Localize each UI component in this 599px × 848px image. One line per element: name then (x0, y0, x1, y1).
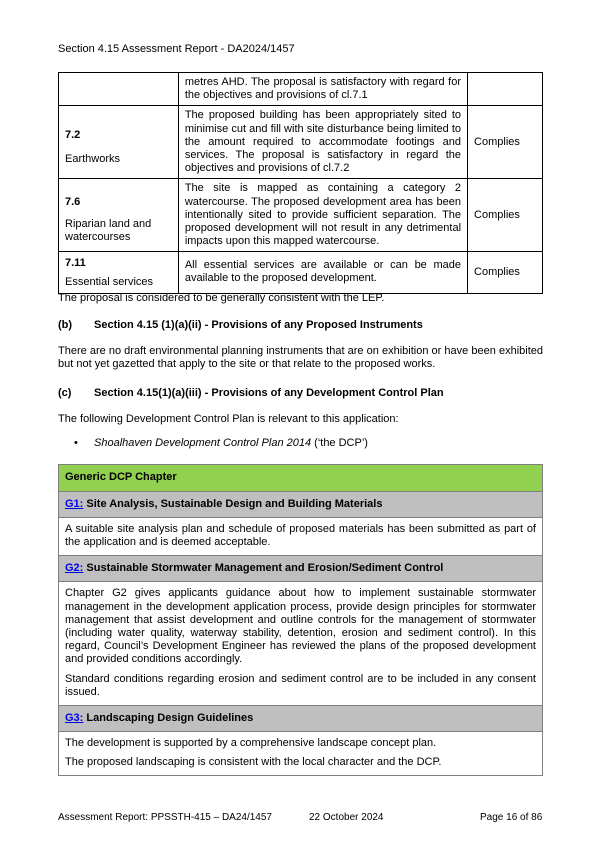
chapter-link-g2[interactable]: G2: (65, 562, 84, 575)
section-c-heading (58, 387, 543, 400)
table-row (59, 73, 543, 106)
lep-compliance-table (58, 72, 543, 294)
clause-cell (59, 252, 179, 293)
chapter-body-g2 (59, 582, 542, 706)
dcp-chapter-table (58, 464, 543, 776)
chapter-link-g1[interactable]: G1: (65, 498, 84, 510)
chapter-body-g1 (59, 518, 542, 556)
chapter-paragraph: The proposed landscaping is consistent with the local character and the DCP. (65, 756, 442, 769)
dcp-alias: (‘the DCP’) (311, 437, 368, 449)
chapter-name: Site Analysis, Sustainable Design and Building Materials (83, 498, 383, 510)
chapter-link-g3[interactable]: G3: (65, 711, 84, 724)
section-c-intro: The following Development Control Plan is relevant to this application: (58, 413, 399, 425)
table-row (59, 106, 543, 179)
footer-date: 22 October 2024 (309, 812, 384, 823)
bullet-icon: • (74, 437, 78, 449)
clause-number: 7.2 (65, 129, 81, 142)
clause-name: Earthworks (65, 152, 121, 165)
section-title: Section 4.15(1)(a)(iii) - Provisions of any Development Control Plan (94, 387, 444, 399)
section-b-text: There are no draft environmental planning instruments that are on exhibition or have been exhibited but not yet gazetted that apply to the site or that relate to the proposed works. (58, 345, 543, 371)
dcp-name: Shoalhaven Development Control Plan 2014 (94, 437, 312, 449)
chapter-heading-g1 (59, 492, 542, 518)
clause-number: 7.11 (65, 257, 86, 270)
chapter-name: Landscaping Design Guidelines (83, 711, 254, 724)
assessment-cell: The proposed building has been appropriately sited to minimise cut and fill with site disturbance being limited to the amount required to accommodate footings and services. The proposal is satisfactory in regard the objectives and provisions of cl.7.2 (178, 106, 467, 179)
status-cell (468, 73, 543, 106)
chapter-paragraph: A suitable site analysis plan and schedule of proposed materials has been submitted as part of the application and is deemed acceptable. (65, 523, 536, 549)
clause-cell (59, 179, 179, 252)
status-cell: Complies (468, 252, 543, 293)
clause-name: Essential services (65, 276, 154, 289)
clause-cell (59, 73, 179, 106)
chapter-name: Sustainable Stormwater Management and Erosion/Sediment Control (83, 562, 444, 575)
assessment-cell: All essential services are available or can be made available to the proposed development. (178, 252, 467, 293)
table-row (59, 252, 543, 293)
lep-conclusion: The proposal is considered to be generally consistent with the LEP. (58, 292, 385, 304)
clause-cell (59, 106, 179, 179)
chapter-body-g3 (59, 732, 542, 775)
status-cell: Complies (468, 106, 543, 179)
footer-report-id: Assessment Report: PPSSTH-415 – DA24/1457 (58, 812, 272, 823)
section-b-heading (58, 319, 543, 332)
assessment-cell: metres AHD. The proposal is satisfactory with regard for the objectives and provisions of cl.7.1 (178, 73, 467, 106)
chapter-paragraph: The development is supported by a comprehensive landscape concept plan. (65, 736, 437, 749)
section-label: (b) (58, 319, 73, 331)
chapter-paragraph: Chapter G2 gives applicants guidance about how to implement sustainable stormwater management in the development application process, provide design principles for stormwater management that assist development and outline controls for the management of stormwater (including water quality, waterway stability, detention, erosion and sediment control). In this regard, Council’s Development Engineer has reviewed the plans of the proposed development and provided conditions accordingly. (65, 587, 536, 666)
clause-number: 7.6 (65, 196, 81, 209)
footer-page-number: Page 16 of 86 (480, 812, 543, 823)
dcp-bullet-item (74, 437, 368, 450)
status-cell: Complies (468, 179, 543, 252)
chapter-heading-g3 (59, 706, 542, 732)
chapter-heading-g2 (59, 556, 542, 582)
dcp-table-title: Generic DCP Chapter (59, 465, 542, 492)
assessment-cell: The site is mapped as containing a category 2 watercourse. The proposed development area has been intentionally sited to provide sufficient separation. The proposed development will not result in any detrimental impacts upon this mapped watercourse. (178, 179, 467, 252)
section-title: Section 4.15 (1)(a)(ii) - Provisions of any Proposed Instruments (94, 319, 423, 331)
clause-name: Riparian land and watercourses (65, 217, 152, 243)
chapter-paragraph: Standard conditions regarding erosion and sediment control are to be included in any consent issued. (65, 672, 536, 698)
table-row (59, 179, 543, 252)
document-header: Section 4.15 Assessment Report - DA2024/1457 (58, 43, 295, 55)
section-label: (c) (58, 387, 72, 399)
